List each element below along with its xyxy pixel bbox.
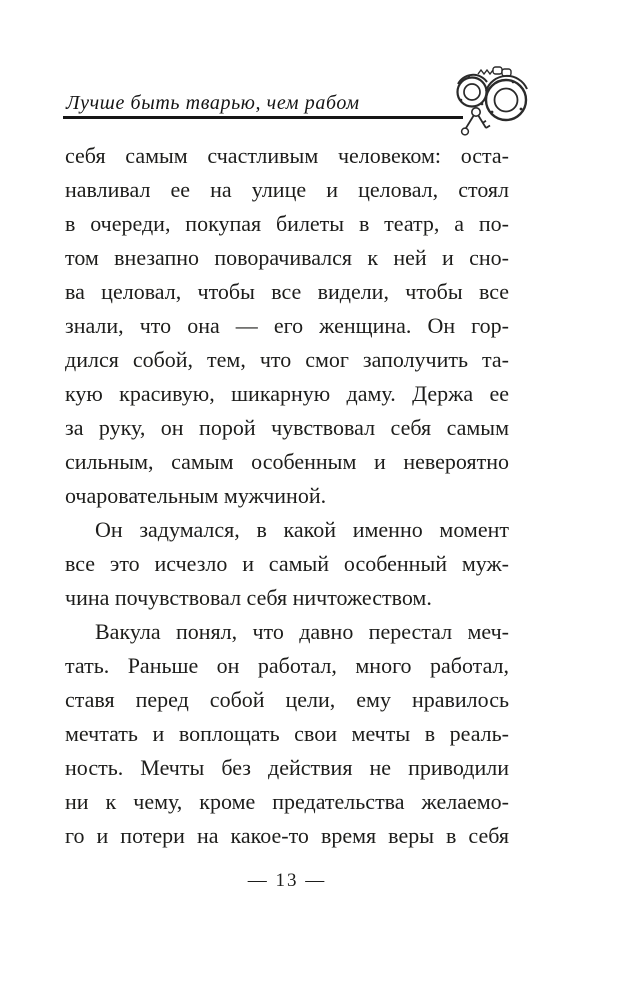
text-line: дился собой, тем, что смог заполучить та-	[65, 347, 509, 372]
text-line: очаровательным мужчиной.	[65, 483, 327, 508]
text-line: том внезапно поворачивался к ней и сно-	[65, 245, 509, 270]
handcuffs-icon	[450, 62, 550, 144]
paragraph	[65, 513, 509, 615]
paragraph	[65, 139, 509, 513]
text-line: в очереди, покупая билеты в театр, а по-	[65, 211, 509, 236]
paragraph	[65, 615, 509, 853]
text-line: тать. Раньше он работал, много работал,	[65, 653, 509, 678]
text-line: Он задумался, в какой именно момент	[95, 517, 509, 542]
text-line: все это исчезло и самый особенный муж-	[65, 551, 509, 576]
text-line: ность. Мечты без действия не приводили	[65, 755, 509, 780]
text-line: себя самым счастливым человеком: оста-	[65, 143, 509, 168]
page-number: — 13 —	[247, 870, 327, 891]
text-line: ва целовал, чтобы все видели, чтобы все	[65, 279, 509, 304]
text-line: Вакула понял, что давно перестал меч-	[95, 619, 509, 644]
text-line: сильным, самым особенным и невероятно	[65, 449, 509, 474]
text-line: чина почувствовал себя ничтожеством.	[65, 585, 432, 610]
text-line: кую красивую, шикарную даму. Держа ее	[65, 381, 509, 406]
text-line: го и потери на какое-то время веры в себя	[65, 823, 509, 848]
running-header-title: Лучше быть тварью, чем рабом	[66, 92, 360, 114]
text-line: навливал ее на улице и целовал, стоял	[65, 177, 509, 202]
header-rule	[63, 116, 463, 119]
text-line: ни к чему, кроме предательства желаемо-	[65, 789, 509, 814]
text-line: знали, что она — его женщина. Он гор-	[65, 313, 509, 338]
text-line: ставя перед собой цели, ему нравилось	[65, 687, 509, 712]
page-body	[65, 139, 509, 853]
text-line: мечтать и воплощать свои мечты в реаль-	[65, 721, 509, 746]
text-line: за руку, он порой чувствовал себя самым	[65, 415, 509, 440]
